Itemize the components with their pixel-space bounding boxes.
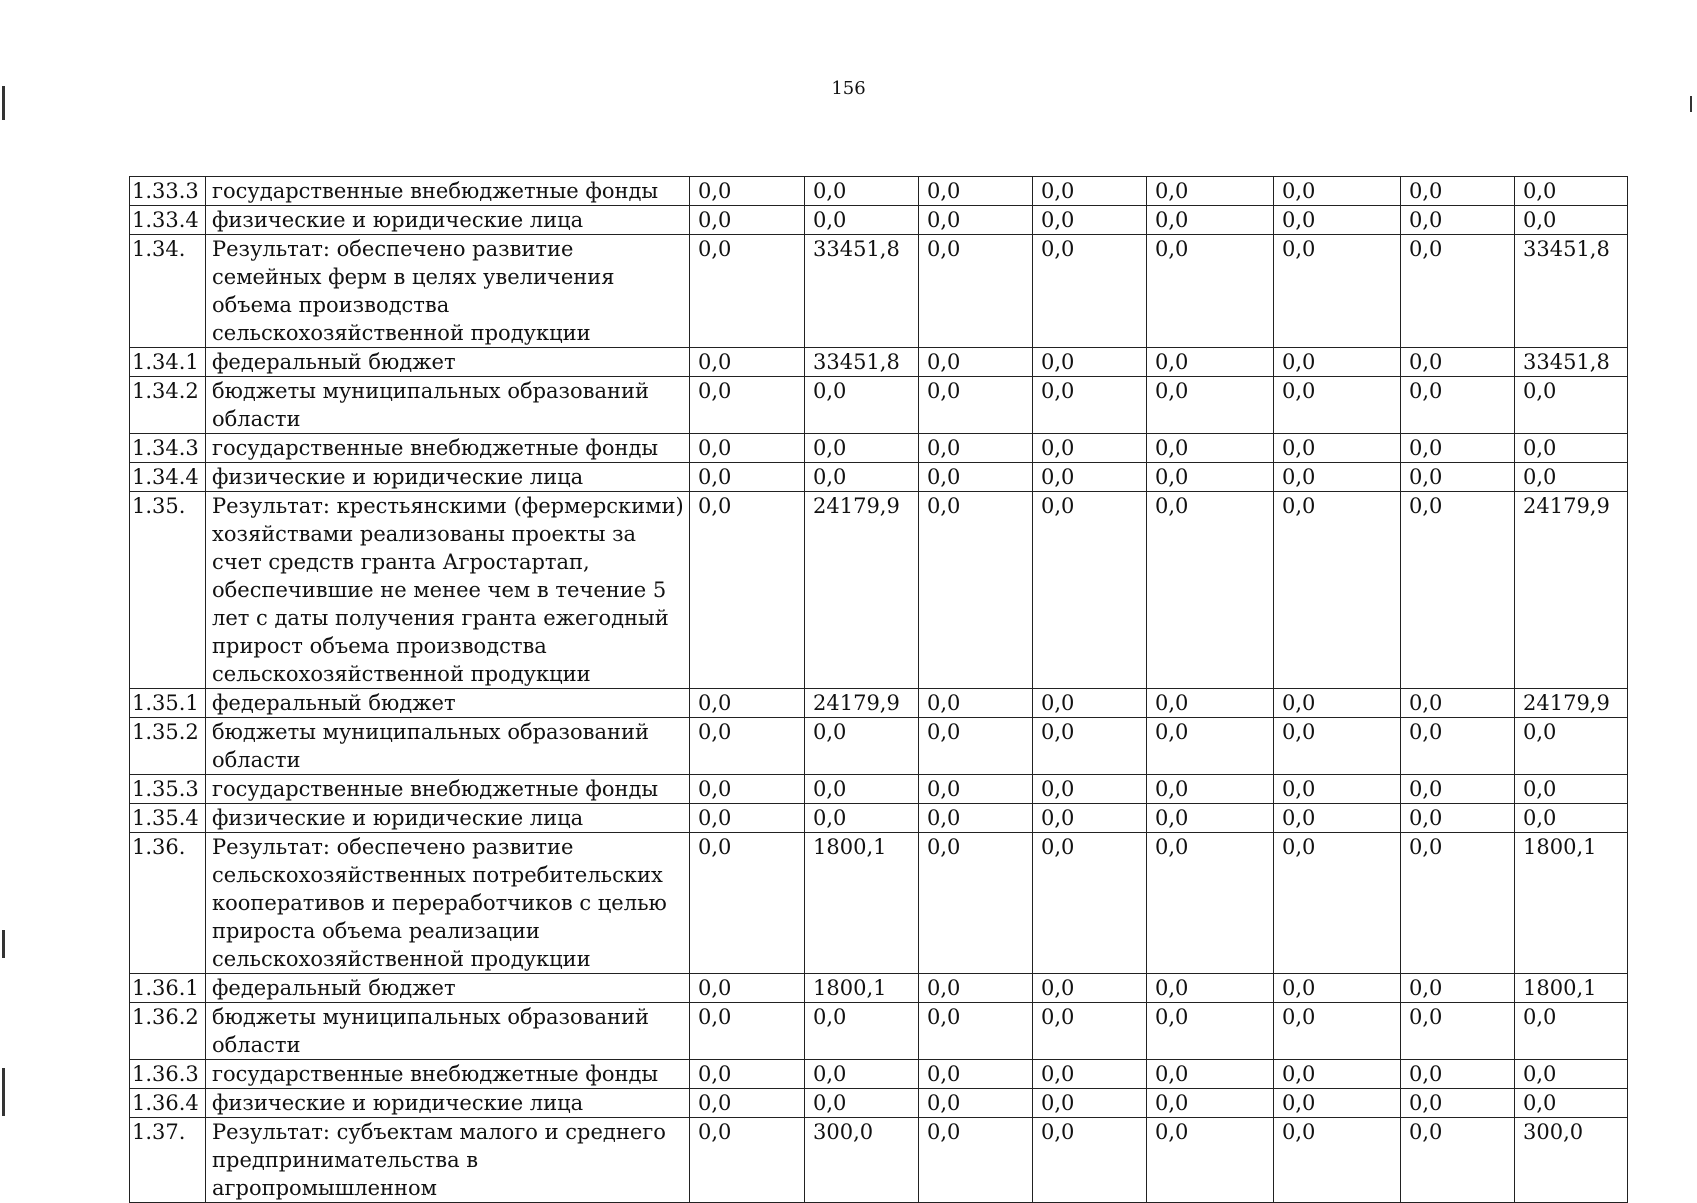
value-cell: 1800,1 <box>805 974 919 1003</box>
row-code: 1.35.2 <box>130 718 206 775</box>
value-cell: 0,0 <box>1033 492 1147 689</box>
value-cell: 0,0 <box>1274 1060 1401 1089</box>
value-cell: 0,0 <box>1401 235 1515 348</box>
row-code: 1.34.3 <box>130 434 206 463</box>
value-cell: 0,0 <box>1515 1089 1628 1118</box>
value-cell: 0,0 <box>805 804 919 833</box>
row-code: 1.35.1 <box>130 689 206 718</box>
value-cell: 0,0 <box>690 804 805 833</box>
value-cell: 33451,8 <box>805 235 919 348</box>
row-description: физические и юридические лица <box>206 1089 690 1118</box>
value-cell: 0,0 <box>919 235 1033 348</box>
value-cell: 0,0 <box>919 348 1033 377</box>
value-cell: 0,0 <box>690 377 805 434</box>
value-cell: 0,0 <box>805 718 919 775</box>
value-cell: 300,0 <box>1515 1118 1628 1203</box>
value-cell: 0,0 <box>1401 1089 1515 1118</box>
value-cell: 0,0 <box>690 689 805 718</box>
row-description: бюджеты муниципальных образований области <box>206 718 690 775</box>
value-cell: 0,0 <box>1274 718 1401 775</box>
value-cell: 0,0 <box>1274 177 1401 206</box>
value-cell: 0,0 <box>690 492 805 689</box>
value-cell: 0,0 <box>1147 833 1274 974</box>
value-cell: 0,0 <box>1401 206 1515 235</box>
value-cell: 0,0 <box>690 463 805 492</box>
value-cell: 33451,8 <box>1515 235 1628 348</box>
value-cell: 0,0 <box>1274 833 1401 974</box>
value-cell: 0,0 <box>919 377 1033 434</box>
table-row <box>130 804 1628 833</box>
value-cell: 0,0 <box>919 463 1033 492</box>
value-cell: 0,0 <box>805 377 919 434</box>
value-cell: 0,0 <box>1515 718 1628 775</box>
row-description: бюджеты муниципальных образований области <box>206 1003 690 1060</box>
value-cell: 0,0 <box>919 974 1033 1003</box>
value-cell: 33451,8 <box>805 348 919 377</box>
row-description: Результат: обеспечено развитие семейных ферм в целях увеличения объема производства сельскохозяйственной продукции <box>206 235 690 348</box>
value-cell: 0,0 <box>1274 1003 1401 1060</box>
value-cell: 0,0 <box>805 1003 919 1060</box>
row-code: 1.36.3 <box>130 1060 206 1089</box>
table-row <box>130 206 1628 235</box>
value-cell: 0,0 <box>1274 235 1401 348</box>
value-cell: 0,0 <box>1401 974 1515 1003</box>
value-cell: 0,0 <box>1147 1089 1274 1118</box>
value-cell: 0,0 <box>690 1118 805 1203</box>
value-cell: 0,0 <box>1033 235 1147 348</box>
value-cell: 0,0 <box>1033 177 1147 206</box>
value-cell: 0,0 <box>1401 775 1515 804</box>
value-cell: 0,0 <box>805 177 919 206</box>
row-description: физические и юридические лица <box>206 804 690 833</box>
value-cell: 0,0 <box>1033 833 1147 974</box>
value-cell: 0,0 <box>690 1060 805 1089</box>
value-cell: 0,0 <box>1274 206 1401 235</box>
value-cell: 0,0 <box>1274 974 1401 1003</box>
value-cell: 0,0 <box>805 434 919 463</box>
row-code: 1.33.4 <box>130 206 206 235</box>
row-code: 1.37. <box>130 1118 206 1203</box>
table-row <box>130 833 1628 974</box>
row-description: федеральный бюджет <box>206 689 690 718</box>
value-cell: 0,0 <box>1033 377 1147 434</box>
value-cell: 0,0 <box>1147 718 1274 775</box>
value-cell: 300,0 <box>805 1118 919 1203</box>
value-cell: 0,0 <box>1515 463 1628 492</box>
value-cell: 0,0 <box>690 718 805 775</box>
value-cell: 0,0 <box>690 974 805 1003</box>
value-cell: 0,0 <box>1401 804 1515 833</box>
scan-edge-mark <box>2 86 5 120</box>
scan-edge-mark <box>1690 96 1692 112</box>
value-cell: 0,0 <box>1147 206 1274 235</box>
value-cell: 0,0 <box>1515 206 1628 235</box>
value-cell: 0,0 <box>690 1003 805 1060</box>
row-code: 1.34.2 <box>130 377 206 434</box>
value-cell: 0,0 <box>690 348 805 377</box>
value-cell: 0,0 <box>1401 833 1515 974</box>
row-description: Результат: субъектам малого и среднего предпринимательства в агропромышленном <box>206 1118 690 1203</box>
value-cell: 0,0 <box>1033 718 1147 775</box>
value-cell: 0,0 <box>690 833 805 974</box>
value-cell: 0,0 <box>805 1089 919 1118</box>
value-cell: 0,0 <box>1033 689 1147 718</box>
value-cell: 0,0 <box>919 833 1033 974</box>
value-cell: 0,0 <box>1274 492 1401 689</box>
value-cell: 0,0 <box>1147 235 1274 348</box>
table-row <box>130 377 1628 434</box>
value-cell: 0,0 <box>1515 377 1628 434</box>
value-cell: 0,0 <box>1515 177 1628 206</box>
value-cell: 0,0 <box>919 492 1033 689</box>
row-description: государственные внебюджетные фонды <box>206 177 690 206</box>
table-row <box>130 1118 1628 1203</box>
table-row <box>130 235 1628 348</box>
table-row <box>130 1089 1628 1118</box>
value-cell: 0,0 <box>1147 1118 1274 1203</box>
row-code: 1.35. <box>130 492 206 689</box>
value-cell: 0,0 <box>1147 1003 1274 1060</box>
value-cell: 0,0 <box>1401 1118 1515 1203</box>
value-cell: 0,0 <box>690 235 805 348</box>
row-code: 1.33.3 <box>130 177 206 206</box>
value-cell: 0,0 <box>1274 689 1401 718</box>
value-cell: 0,0 <box>690 206 805 235</box>
table-row <box>130 718 1628 775</box>
table-row <box>130 1003 1628 1060</box>
value-cell: 0,0 <box>690 1089 805 1118</box>
value-cell: 0,0 <box>1515 775 1628 804</box>
row-description: Результат: крестьянскими (фермерскими) хозяйствами реализованы проекты за счет средств гранта Агростартап, обеспечившие не менее чем в течение 5 лет с даты получения гранта ежегодный прирост объема производства сельскохозяйственной продукции <box>206 492 690 689</box>
table-row <box>130 775 1628 804</box>
scan-edge-mark <box>2 1068 5 1116</box>
table-row <box>130 492 1628 689</box>
value-cell: 0,0 <box>1147 689 1274 718</box>
row-description: федеральный бюджет <box>206 974 690 1003</box>
value-cell: 0,0 <box>1033 1003 1147 1060</box>
value-cell: 0,0 <box>1515 1003 1628 1060</box>
value-cell: 0,0 <box>690 434 805 463</box>
row-description: физические и юридические лица <box>206 463 690 492</box>
value-cell: 0,0 <box>919 1003 1033 1060</box>
table-row <box>130 434 1628 463</box>
value-cell: 0,0 <box>1401 463 1515 492</box>
value-cell: 0,0 <box>1033 1060 1147 1089</box>
value-cell: 24179,9 <box>805 689 919 718</box>
value-cell: 0,0 <box>1033 775 1147 804</box>
value-cell: 0,0 <box>1274 434 1401 463</box>
value-cell: 0,0 <box>1147 434 1274 463</box>
value-cell: 0,0 <box>1515 804 1628 833</box>
table-row <box>130 177 1628 206</box>
value-cell: 0,0 <box>1274 348 1401 377</box>
value-cell: 0,0 <box>805 463 919 492</box>
row-description: федеральный бюджет <box>206 348 690 377</box>
row-code: 1.34.4 <box>130 463 206 492</box>
value-cell: 0,0 <box>1274 377 1401 434</box>
value-cell: 0,0 <box>1401 348 1515 377</box>
value-cell: 0,0 <box>1147 804 1274 833</box>
table-row <box>130 689 1628 718</box>
value-cell: 0,0 <box>1274 463 1401 492</box>
value-cell: 0,0 <box>1401 434 1515 463</box>
value-cell: 0,0 <box>919 177 1033 206</box>
value-cell: 1800,1 <box>1515 974 1628 1003</box>
value-cell: 0,0 <box>919 1118 1033 1203</box>
value-cell: 0,0 <box>1515 1060 1628 1089</box>
value-cell: 0,0 <box>919 689 1033 718</box>
value-cell: 0,0 <box>1401 492 1515 689</box>
value-cell: 24179,9 <box>1515 492 1628 689</box>
value-cell: 0,0 <box>690 177 805 206</box>
value-cell: 0,0 <box>1033 434 1147 463</box>
value-cell: 0,0 <box>805 775 919 804</box>
row-code: 1.35.4 <box>130 804 206 833</box>
row-description: государственные внебюджетные фонды <box>206 1060 690 1089</box>
row-code: 1.36. <box>130 833 206 974</box>
value-cell: 0,0 <box>1274 1118 1401 1203</box>
row-code: 1.34.1 <box>130 348 206 377</box>
row-description: государственные внебюджетные фонды <box>206 434 690 463</box>
value-cell: 0,0 <box>1401 177 1515 206</box>
value-cell: 0,0 <box>1033 206 1147 235</box>
value-cell: 0,0 <box>919 775 1033 804</box>
value-cell: 0,0 <box>919 1089 1033 1118</box>
value-cell: 0,0 <box>1033 348 1147 377</box>
value-cell: 0,0 <box>1147 377 1274 434</box>
value-cell: 0,0 <box>1147 492 1274 689</box>
value-cell: 0,0 <box>1274 1089 1401 1118</box>
value-cell: 0,0 <box>1401 1003 1515 1060</box>
table-body <box>130 177 1628 1203</box>
scan-edge-mark <box>2 930 5 958</box>
budget-table <box>129 176 1628 1203</box>
value-cell: 0,0 <box>1401 377 1515 434</box>
table-row <box>130 463 1628 492</box>
row-code: 1.36.2 <box>130 1003 206 1060</box>
table-row <box>130 974 1628 1003</box>
value-cell: 0,0 <box>1147 348 1274 377</box>
value-cell: 0,0 <box>1147 1060 1274 1089</box>
value-cell: 1800,1 <box>1515 833 1628 974</box>
page-number: 156 <box>831 78 866 99</box>
value-cell: 0,0 <box>1515 434 1628 463</box>
value-cell: 0,0 <box>1147 974 1274 1003</box>
value-cell: 0,0 <box>1401 689 1515 718</box>
value-cell: 0,0 <box>805 1060 919 1089</box>
value-cell: 0,0 <box>690 775 805 804</box>
value-cell: 0,0 <box>1147 775 1274 804</box>
value-cell: 0,0 <box>919 434 1033 463</box>
value-cell: 24179,9 <box>805 492 919 689</box>
value-cell: 33451,8 <box>1515 348 1628 377</box>
value-cell: 0,0 <box>1033 463 1147 492</box>
row-description: государственные внебюджетные фонды <box>206 775 690 804</box>
value-cell: 0,0 <box>1033 974 1147 1003</box>
value-cell: 0,0 <box>919 1060 1033 1089</box>
value-cell: 0,0 <box>1401 718 1515 775</box>
value-cell: 0,0 <box>1147 463 1274 492</box>
value-cell: 0,0 <box>1033 1118 1147 1203</box>
row-code: 1.36.1 <box>130 974 206 1003</box>
value-cell: 0,0 <box>919 718 1033 775</box>
value-cell: 0,0 <box>1033 804 1147 833</box>
value-cell: 24179,9 <box>1515 689 1628 718</box>
value-cell: 0,0 <box>1401 1060 1515 1089</box>
value-cell: 0,0 <box>1274 804 1401 833</box>
value-cell: 0,0 <box>805 206 919 235</box>
row-code: 1.35.3 <box>130 775 206 804</box>
row-description: бюджеты муниципальных образований области <box>206 377 690 434</box>
value-cell: 0,0 <box>919 804 1033 833</box>
row-description: физические и юридические лица <box>206 206 690 235</box>
value-cell: 0,0 <box>919 206 1033 235</box>
row-code: 1.36.4 <box>130 1089 206 1118</box>
value-cell: 0,0 <box>1147 177 1274 206</box>
table-row <box>130 348 1628 377</box>
row-code: 1.34. <box>130 235 206 348</box>
value-cell: 1800,1 <box>805 833 919 974</box>
table-row <box>130 1060 1628 1089</box>
value-cell: 0,0 <box>1274 775 1401 804</box>
value-cell: 0,0 <box>1033 1089 1147 1118</box>
row-description: Результат: обеспечено развитие сельскохозяйственных потребительских кооперативов и переработчиков с целью прироста объема реализации сельскохозяйственной продукции <box>206 833 690 974</box>
